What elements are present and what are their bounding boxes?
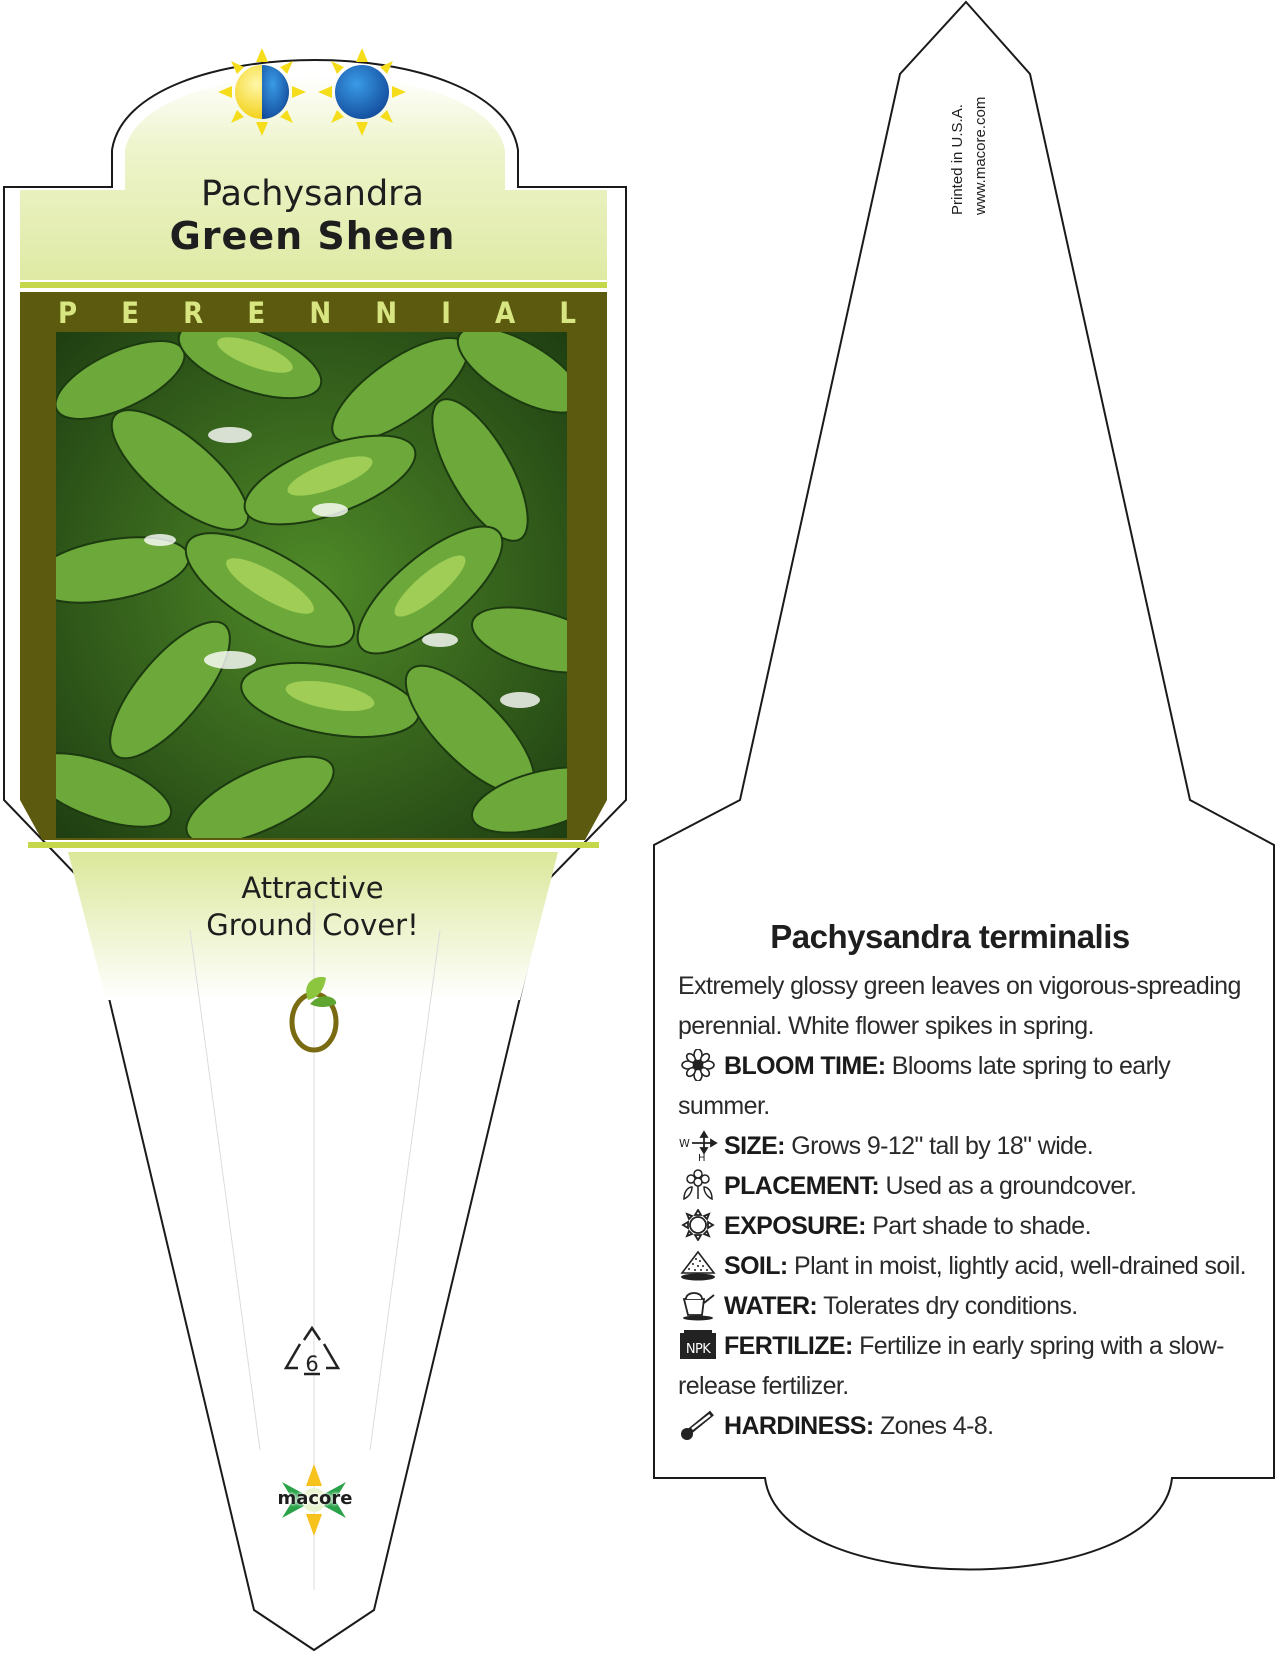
attribute-label: SOIL: xyxy=(724,1252,788,1280)
category-letter: P xyxy=(58,296,78,330)
attribute-exposure xyxy=(678,1206,1248,1246)
category-letter: I xyxy=(441,296,451,330)
size-h-letter: H xyxy=(698,1153,705,1161)
npk-fertilizer-icon xyxy=(678,1329,718,1361)
size-arrows-icon xyxy=(678,1129,718,1161)
shade-icon xyxy=(318,48,406,136)
plant-genus-title: Pachysandra xyxy=(200,174,425,214)
attribute-value: Zones 4-8. xyxy=(879,1412,994,1440)
part-sun-icon xyxy=(218,48,306,136)
attribute-value: Blooms late spring to early summer. xyxy=(678,1052,1171,1120)
plant-description: Extremely glossy green leaves on vigorous-spreading perennial. White flower spikes in spring. xyxy=(678,972,1241,1040)
attribute-label: FERTILIZE: xyxy=(724,1332,853,1360)
attribute-hardiness xyxy=(678,1406,1248,1446)
printed-in: Printed in U.S.A. xyxy=(949,104,966,215)
attribute-value: Part shade to shade. xyxy=(872,1212,1091,1240)
placement-plants-icon xyxy=(678,1169,718,1201)
attribute-water xyxy=(678,1286,1248,1326)
attribute-value: Grows 9-12" tall by 18" wide. xyxy=(791,1132,1094,1160)
attribute-label: BLOOM TIME: xyxy=(724,1052,886,1080)
exposure-sun-icon xyxy=(678,1209,718,1241)
attribute-label: EXPOSURE: xyxy=(724,1212,866,1240)
recycle-number: 6 xyxy=(305,1352,319,1376)
care-info xyxy=(678,966,1248,1446)
printer-url: www.macore.com xyxy=(972,96,989,215)
attribute-value: Used as a groundcover. xyxy=(885,1172,1137,1200)
tagline xyxy=(130,870,495,944)
soil-pile-icon xyxy=(678,1249,718,1281)
category-letter: R xyxy=(183,296,204,330)
category-letter: N xyxy=(375,296,398,330)
category-letter: E xyxy=(121,296,140,330)
bloom-flower-icon xyxy=(678,1049,718,1081)
attribute-placement xyxy=(678,1166,1248,1206)
attribute-bloom xyxy=(678,1046,1248,1126)
botanical-name: Pachysandra terminalis xyxy=(770,918,1130,955)
tagline-line1: Attractive xyxy=(241,871,384,905)
attribute-value: Fertilize in early spring with a slow-release fertilizer. xyxy=(678,1332,1224,1400)
thermometer-icon xyxy=(678,1409,718,1441)
attribute-label: PLACEMENT: xyxy=(724,1172,880,1200)
lime-divider xyxy=(20,282,607,288)
tagline-line2: Ground Cover! xyxy=(206,908,419,942)
category-letter: N xyxy=(309,296,332,330)
plant-variety-title: Green Sheen xyxy=(169,214,456,258)
category-label xyxy=(28,296,606,330)
category-letter: L xyxy=(559,296,576,330)
npk-label: NPK xyxy=(685,1342,711,1357)
attribute-label: WATER: xyxy=(724,1292,818,1320)
attribute-size xyxy=(678,1126,1248,1166)
watering-can-icon xyxy=(678,1289,718,1321)
attribute-soil xyxy=(678,1246,1248,1286)
attribute-fertilize xyxy=(678,1326,1248,1406)
category-letter: E xyxy=(247,296,266,330)
category-letter: A xyxy=(495,296,516,330)
plant-photo xyxy=(20,306,615,861)
size-w-letter: W xyxy=(679,1137,690,1150)
printer-info xyxy=(946,50,989,220)
brand-name: macore xyxy=(277,1488,353,1509)
attribute-label: HARDINESS: xyxy=(724,1412,874,1440)
attribute-value: Plant in moist, lightly acid, well-drained soil. xyxy=(794,1252,1246,1280)
attribute-value: Tolerates dry conditions. xyxy=(823,1292,1078,1320)
attribute-label: SIZE: xyxy=(724,1132,785,1160)
